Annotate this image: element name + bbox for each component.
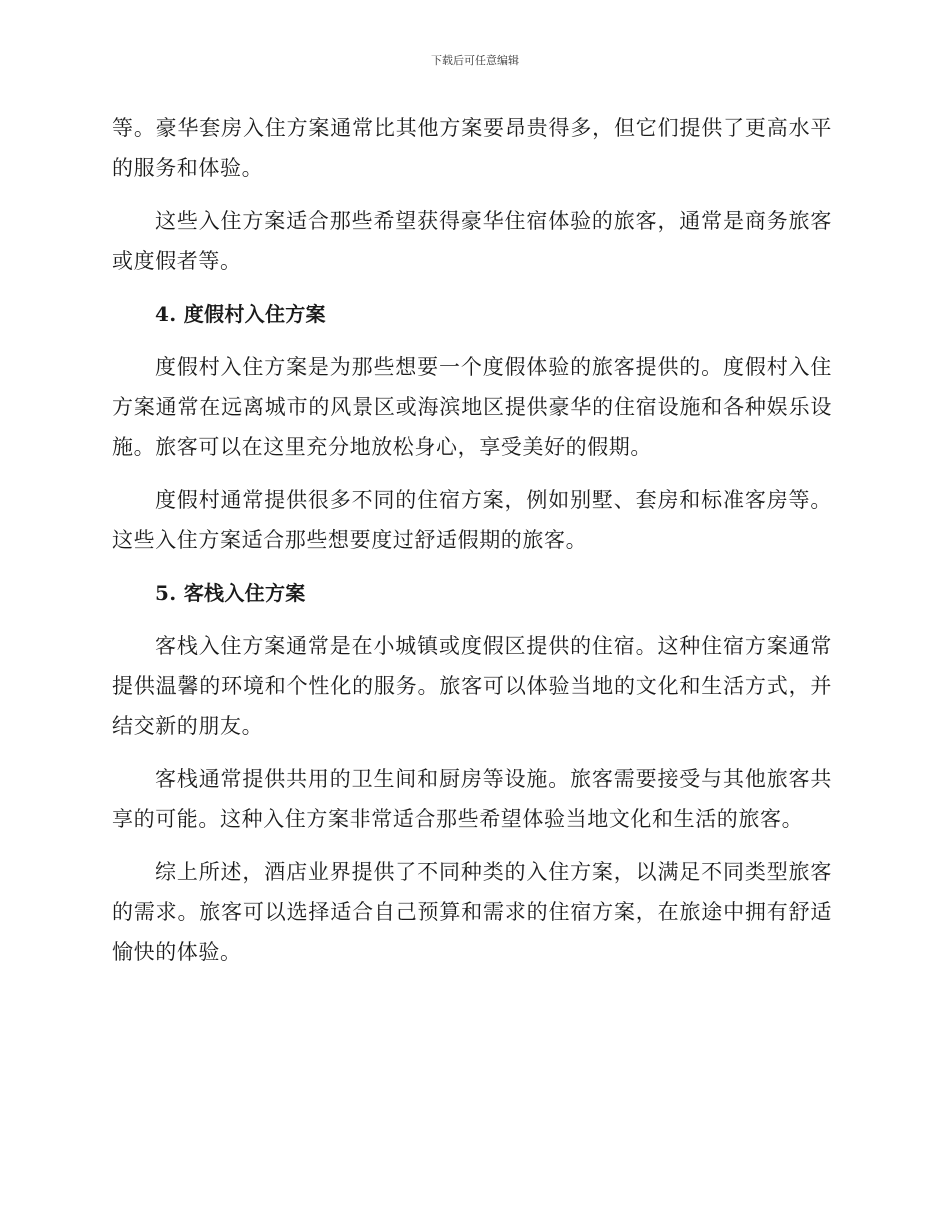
paragraph-resort-options: 度假村通常提供很多不同的住宿方案，例如别墅、套房和标准客房等。这些入住方案适合那些想要度过舒适假期的旅客。 bbox=[112, 488, 832, 552]
page-header-note: 下载后可任意编辑 bbox=[431, 54, 519, 67]
section-heading-inn: 5. 客栈入住方案 bbox=[155, 581, 306, 605]
section-heading-resort: 4. 度假村入住方案 bbox=[155, 302, 326, 326]
paragraph-luxury-suite-audience: 这些入住方案适合那些希望获得豪华住宿体验的旅客，通常是商务旅客或度假者等。 bbox=[112, 209, 832, 273]
paragraph-inn-intro: 客栈入住方案通常是在小城镇或度假区提供的住宿。这种住宿方案通常提供温馨的环境和个性化的服务。旅客可以体验当地的文化和生活方式，并结交新的朋友。 bbox=[112, 634, 832, 738]
document-body bbox=[112, 108, 832, 972]
paragraph-inn-facilities: 客栈通常提供共用的卫生间和厨房等设施。旅客需要接受与其他旅客共享的可能。这种入住方案非常适合那些希望体验当地文化和生活的旅客。 bbox=[112, 767, 832, 831]
paragraph-conclusion: 综上所述，酒店业界提供了不同种类的入住方案，以满足不同类型旅客的需求。旅客可以选择适合自己预算和需求的住宿方案，在旅途中拥有舒适愉快的体验。 bbox=[112, 860, 832, 964]
paragraph-resort-intro: 度假村入住方案是为那些想要一个度假体验的旅客提供的。度假村入住方案通常在远离城市的风景区或海滨地区提供豪华的住宿设施和各种娱乐设施。旅客可以在这里充分地放松身心，享受美好的假期。 bbox=[112, 355, 832, 459]
paragraph-continuation: 等。豪华套房入住方案通常比其他方案要昂贵得多，但它们提供了更高水平的服务和体验。 bbox=[112, 116, 832, 180]
